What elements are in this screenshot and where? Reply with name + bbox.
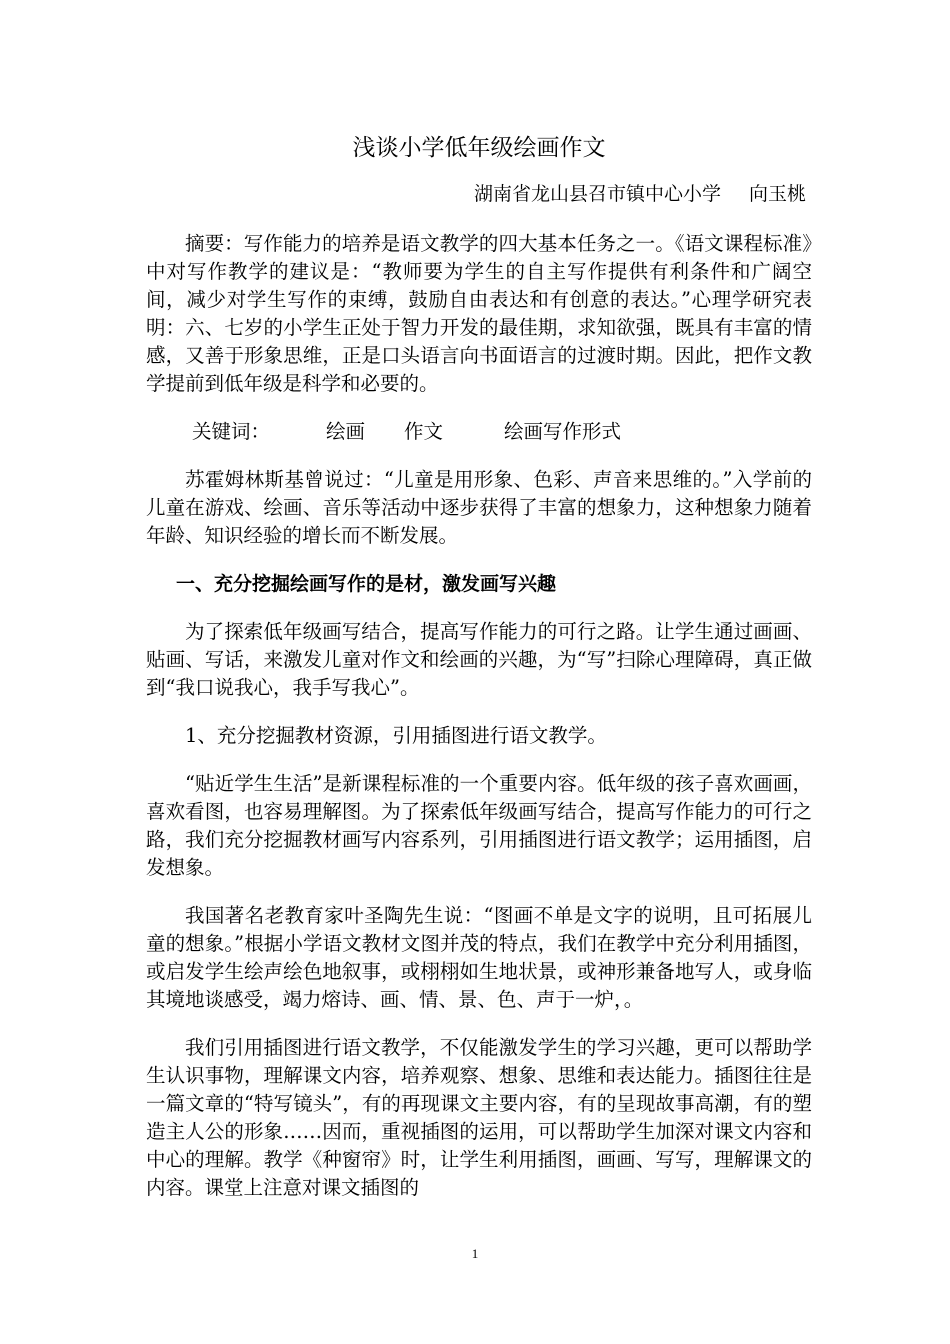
keyword-item: 绘画写作形式 — [504, 420, 622, 443]
document-page — [146, 128, 812, 1202]
body-paragraph: “贴近学生生活”是新课程标准的一个重要内容。低年级的孩子喜欢画画，喜欢看图，也容易理解图。为了探索低年级画写结合，提高写作能力的可行之路，我们充分挖掘教材画写内容系列，引用插图进行语文教学；运用插图，启发想象。 — [146, 772, 812, 879]
keyword-item: 绘画 — [326, 420, 366, 443]
section-heading: 一、充分挖掘绘画写作的是材，激发画写兴趣 — [176, 573, 557, 595]
author-name: 向玉桃 — [748, 183, 806, 205]
abstract-paragraph: 摘要：写作能力的培养是语文教学的四大基本任务之一。《语文课程标准》中对写作教学的建议是：“教师要为学生的自主写作提供有利条件和广阔空间，减少对学生写作的束缚，鼓励自由表达和有创意的表达。”心理学研究表明：六、七岁的小学生正处于智力开发的最佳期，求知欲强，既具有丰富的情感，又善于形象思维，正是口头语言向书面语言的过渡时期。因此，把作文教学提前到低年级是科学和必要的。 — [146, 232, 812, 395]
author-affiliation: 湖南省龙山县召市镇中心小学 — [473, 183, 721, 205]
author-line — [146, 180, 812, 208]
intro-paragraph: 苏霍姆林斯基曾说过：“儿童是用形象、色彩、声音来思维的。”入学前的儿童在游戏、绘画、音乐等活动中逐步获得了丰富的想象力，这种想象力随着年龄、知识经验的增长而不断发展。 — [146, 468, 812, 547]
page-number: 1 — [471, 1246, 479, 1261]
body-paragraph: 我们引用插图进行语文教学，不仅能激发学生的学习兴趣，更可以帮助学生认识事物，理解课文内容，培养观察、想象、思维和表达能力。插图往往是一篇文章的“特写镜头”，有的再现课文主要内容，有的呈现故事高潮，有的塑造主人公的形象……因而，重视插图的运用，可以帮助学生加深对课文内容和中心的理解。教学《种窗帘》时，让学生利用插图，画画、写写，理解课文的内容。课堂上注意对课文插图的 — [146, 1036, 812, 1199]
body-paragraph: 我国著名老教育家叶圣陶先生说：“图画不单是文字的说明，且可拓展儿童的想象。”根据小学语文教材文图并茂的特点，我们在教学中充分利用插图，或启发学生绘声绘色地叙事，或栩栩如生地状景，或神形兼备地写人，或身临其境地谈感受，竭力熔诗、画、情、景、色、声于一炉，。 — [146, 904, 812, 1011]
keywords-line — [146, 418, 812, 446]
keywords-label: 关键词： — [192, 420, 271, 443]
body-paragraph: 为了探索低年级画写结合，提高写作能力的可行之路。让学生通过画画、贴画、写话，来激发儿童对作文和绘画的兴趣，为“写”扫除心理障碍，真正做到“我口说我心，我手写我心”。 — [146, 620, 812, 699]
subsection-heading: 1、充分挖掘教材资源，引用插图进行语文教学。 — [185, 724, 607, 747]
document-title: 浅谈小学低年级绘画作文 — [352, 135, 606, 161]
keyword-item: 作文 — [404, 420, 444, 443]
